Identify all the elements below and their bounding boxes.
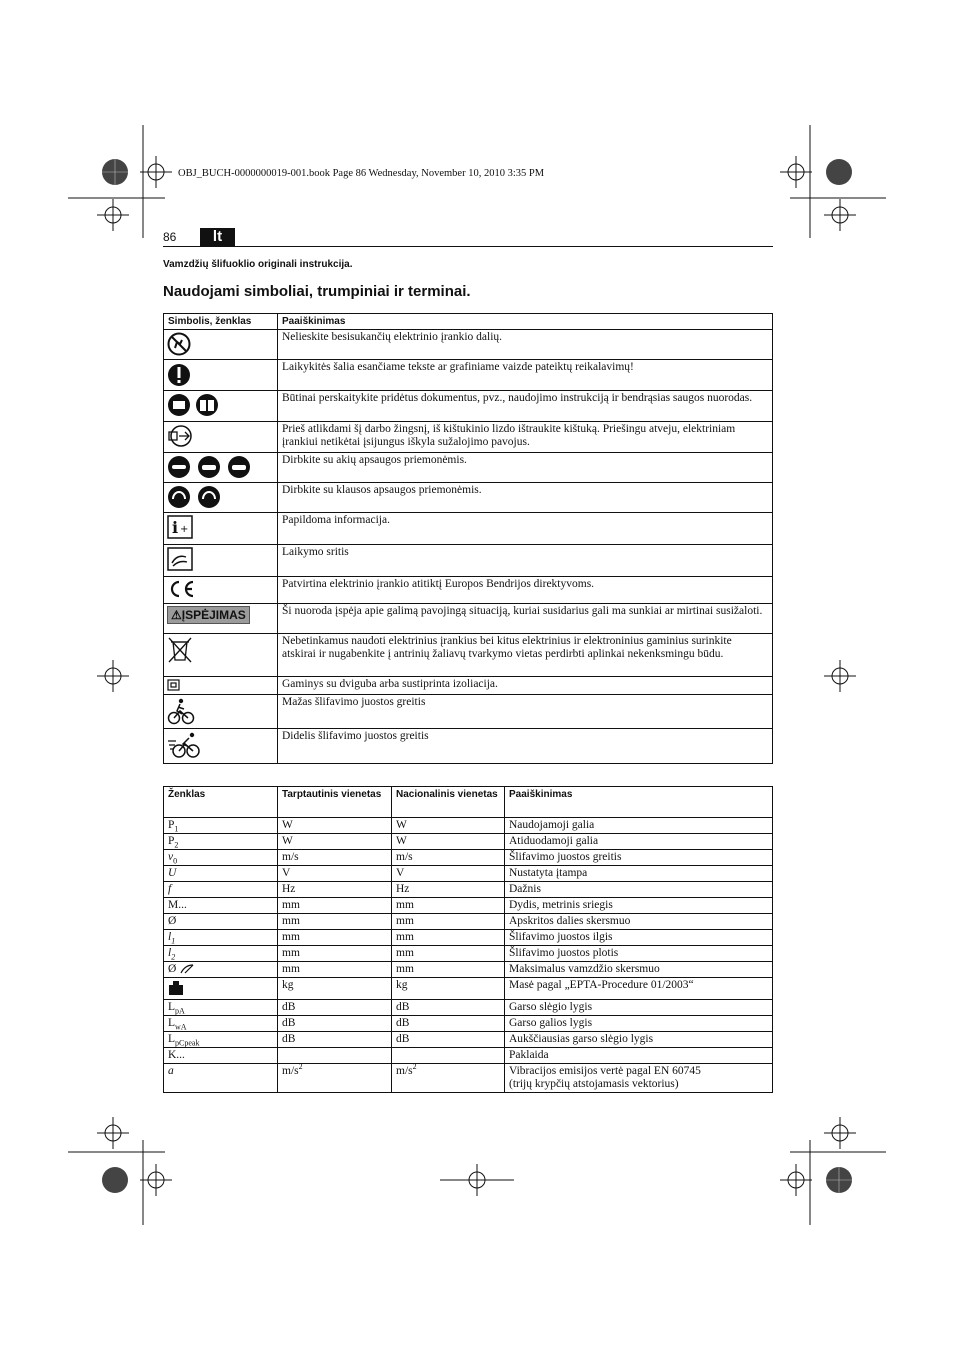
table-row: Laikykitės šalia esančiame tekste ar grafiniame vaizde pateiktų reikalavimų! [164, 360, 773, 391]
table-row [164, 634, 773, 677]
table-row: Dirbkite su akių apsaugos priemonėmis. [164, 453, 773, 483]
language-tag: lt [200, 228, 235, 246]
svg-text:i: i [172, 518, 179, 537]
table-row: $l_1$ mm mm Šlifavimo juostos ilgis [164, 930, 773, 946]
table-row: Laikymo sritis [164, 545, 773, 577]
table-row: $l_2$ mm mm Šlifavimo juostos plotis [164, 946, 773, 962]
table-row: $P_2$ W W Atiduodamoji galia [164, 834, 773, 850]
header-rule [163, 246, 773, 247]
page-number: 86 [163, 230, 177, 244]
symbols-header-row [164, 314, 773, 330]
table-row: U V V Nustatyta įtampa [164, 866, 773, 882]
slow-cyclist-icon [167, 697, 195, 725]
table-row: $L_{pA}$ dB dB Garso slėgio lygis [164, 1000, 773, 1016]
table-row: Prieš atlikdami šį darbo žingsnį, iš kištukinio lizdo ištraukite kištuką. Priešingu atveju, elektriniam įrankiui netikėtai įsijungus iškyla sužalojimo pavojus. [164, 422, 773, 453]
table-row: $P_1$ W W Naudojamoji galia [164, 818, 773, 834]
units-table [163, 786, 773, 1093]
unplug-icon [167, 424, 193, 448]
manual-subtitle: Vamzdžių šlifuoklio originali instrukcija. [163, 259, 353, 270]
table-row: Dirbkite su klausos apsaugos priemonėmis. [164, 483, 773, 513]
table-row: i + Papildoma informacija. [164, 513, 773, 545]
svg-text:+: + [180, 524, 189, 535]
units-header-natl: Nacionalinis vienetas [392, 787, 505, 818]
eye-protection-icon [167, 455, 251, 479]
table-row: $L_{wA}$ dB dB Garso galios lygis [164, 1016, 773, 1032]
table-row: Patvirtina elektrinio įrankio atitiktį Europos Bendrijos direktyvoms. [164, 577, 773, 604]
no-touch-rotating-icon [167, 332, 191, 356]
section-title: Naudojami simboliai, trumpiniai ir terminai. [163, 283, 471, 300]
table-row: M... mm mm Dydis, metrinis sriegis [164, 898, 773, 914]
book-file-line: OBJ_BUCH-0000000019-001.book Page 86 Wednesday, November 10, 2010 3:35 PM [178, 168, 545, 179]
table-row: Mažas šlifavimo juostos greitis [164, 695, 773, 729]
units-header-intl: Tarptautinis vienetas [278, 787, 392, 818]
grip-area-icon [167, 547, 193, 571]
warning-badge-label: ĮSPĖJIMAS [181, 608, 246, 622]
table-row: f Hz Hz Dažnis [164, 882, 773, 898]
info-plus-icon [167, 515, 193, 539]
units-header-desc: Paaiškinimas [505, 787, 773, 818]
symbols-header-symbol: Simbolis, ženklas [164, 314, 278, 330]
table-row: Būtinai perskaitykite pridėtus dokumentus, pvz., naudojimo instrukciją ir bendrąsias saugos nuorodas. [164, 391, 773, 422]
table-row: Ø mm mm Apskritos dalies skersmuo [164, 914, 773, 930]
ce-mark-icon [167, 579, 197, 599]
table-row: kg kg Masė pagal „EPTA-Procedure 01/2003“ [164, 978, 773, 1000]
weight-icon [168, 979, 184, 995]
table-row: ⚠ĮSPĖJIMAS Ši nuoroda įspėja apie galimą pavojingą situaciją, kuriai susidarius gali ma sunkiai ar mirtinai susižaloti. [164, 604, 773, 634]
exclamation-icon [167, 362, 191, 388]
double-insulation-icon [167, 679, 181, 691]
symbols-header-desc: Paaiškinimas [278, 314, 773, 330]
table-row: a $m/s^2$ $m/s^2$ Vibracijos emisijos vertė pagal EN 60745 (trijų krypčių atstojamasis vektorius) [164, 1064, 773, 1093]
table-row: $v_0$ m/s m/s Šlifavimo juostos greitis [164, 850, 773, 866]
ear-protection-icon [167, 485, 221, 509]
symbols-table [163, 313, 773, 764]
crossed-bin-icon [167, 636, 193, 664]
warning-badge-icon: ⚠ĮSPĖJIMAS [167, 606, 250, 624]
table-row: K... Paklaida [164, 1048, 773, 1064]
table-row: $L_{pCpeak}$ dB dB Aukščiausias garso slėgio lygis [164, 1032, 773, 1048]
table-row: Didelis šlifavimo juostos greitis [164, 729, 773, 764]
disposal-text: Nebetinkamus naudoti elektrinius įrankius bei kitus elektrinius ir elektroninius gaminius surinkite atskirai ir nugabenkite į antrinių žaliavų tvarkymo vietas perdirbti aplinkai nekenksmingu būdu. [282, 635, 732, 660]
units-header-sign: Ženklas [164, 787, 278, 818]
units-header-row [164, 787, 773, 818]
table-row: Ø mm mm Maksimalus vamzdžio skersmuo [164, 962, 773, 978]
pipe-diameter-icon [179, 963, 195, 975]
table-row: Gaminys su dviguba arba sustiprinta izoliacija. [164, 677, 773, 695]
read-manual-icon [167, 393, 219, 417]
fast-cyclist-icon [167, 731, 201, 759]
table-row: Nelieskite besisukančių elektrinio įrankio dalių. [164, 330, 773, 360]
